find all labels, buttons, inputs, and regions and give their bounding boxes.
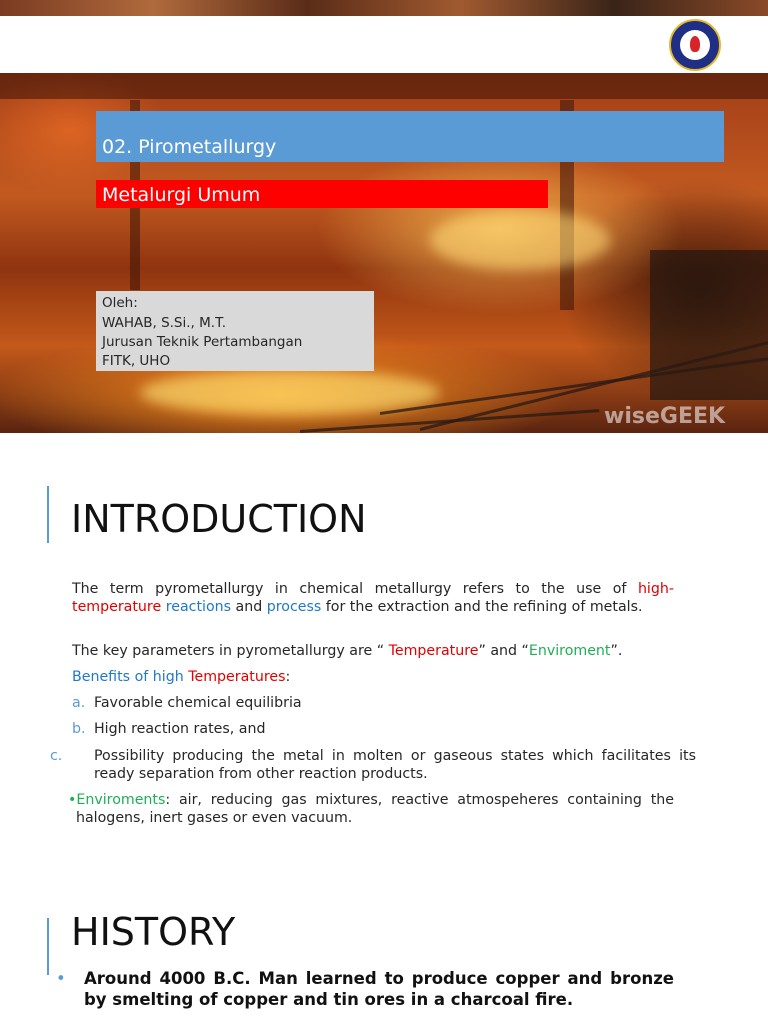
subtitle-box: [96, 180, 548, 208]
environments-paragraph: [68, 791, 674, 827]
title-slide: [0, 0, 768, 433]
furnace-beam: [0, 73, 768, 99]
heading-accent-bar: [47, 918, 49, 975]
text-run: : air, reducing gas mixtures, reactive atmospeheres containing the halogens, inert gases or even vacuum.: [76, 792, 674, 826]
text-run: for the extraction and the refining of metals.: [321, 599, 643, 615]
bullet-icon: •: [68, 792, 77, 808]
author-box: [96, 291, 374, 371]
text-run: Benefits of high: [72, 669, 189, 685]
list-marker: a.: [72, 695, 86, 711]
author-line: Jurusan Teknik Pertambangan: [102, 334, 303, 350]
furnace-photo-top: [0, 0, 768, 16]
text-run: and: [231, 599, 267, 615]
flame-icon: [690, 36, 700, 52]
title-box: [96, 111, 724, 162]
list-item: [72, 694, 674, 712]
key-parameters-paragraph: [72, 642, 674, 660]
history-heading: HISTORY: [71, 910, 236, 954]
history-text: Around 4000 B.C. Man learned to produce copper and bronze by smelting of copper and tin ores in a charcoal fire.: [84, 969, 674, 1009]
bullet-icon: •: [56, 969, 66, 988]
machinery-shadow: [650, 250, 768, 400]
highlight-reactions: reactions: [165, 599, 232, 615]
highlight-temperatures: Temperatures: [188, 669, 286, 685]
text-run: :: [285, 669, 291, 685]
header-strip: [0, 16, 768, 73]
highlight-process: process: [266, 599, 322, 615]
molten-glow: [430, 210, 610, 270]
author-line: WAHAB, S.Si., M.T.: [102, 315, 227, 331]
text-run: ”.: [610, 643, 623, 659]
list-item: [72, 720, 674, 738]
author-line: FITK, UHO: [102, 353, 171, 369]
molten-metal-glow: [140, 370, 440, 415]
text-run: ” and “: [478, 643, 529, 659]
list-item: [50, 747, 696, 783]
text-run: The key parameters in pyrometallurgy are “: [72, 643, 389, 659]
list-marker: c.: [50, 748, 63, 764]
list-item-text: Possibility producing the metal in molten or gaseous states which facilitates its ready separation from other reaction products.: [94, 748, 696, 782]
list-item-text: High reaction rates, and: [94, 721, 266, 737]
highlight-high-temperature: high-temperature: [72, 581, 674, 615]
slide-title: 02. Pirometallurgy: [102, 136, 277, 158]
intro-paragraph: [72, 580, 674, 616]
highlight-enviroment: Enviroment: [528, 643, 611, 659]
heading-accent-bar: [47, 486, 49, 543]
text-run: The term pyrometallurgy in chemical metallurgy refers to the use of: [72, 581, 638, 597]
university-emblem-icon: [669, 19, 721, 71]
highlight-enviroments: Enviroments: [76, 792, 166, 808]
slide-subtitle: Metalurgi Umum: [102, 184, 261, 206]
list-item-text: Favorable chemical equilibria: [94, 695, 302, 711]
highlight-temperature: Temperature: [388, 643, 479, 659]
list-marker: b.: [72, 721, 86, 737]
benefits-heading: [72, 668, 674, 686]
history-paragraph: [56, 968, 674, 1010]
image-watermark: wiseGEEK: [604, 404, 726, 429]
introduction-heading: INTRODUCTION: [71, 497, 367, 541]
emblem-center: [680, 30, 710, 60]
author-line: Oleh:: [102, 295, 138, 311]
